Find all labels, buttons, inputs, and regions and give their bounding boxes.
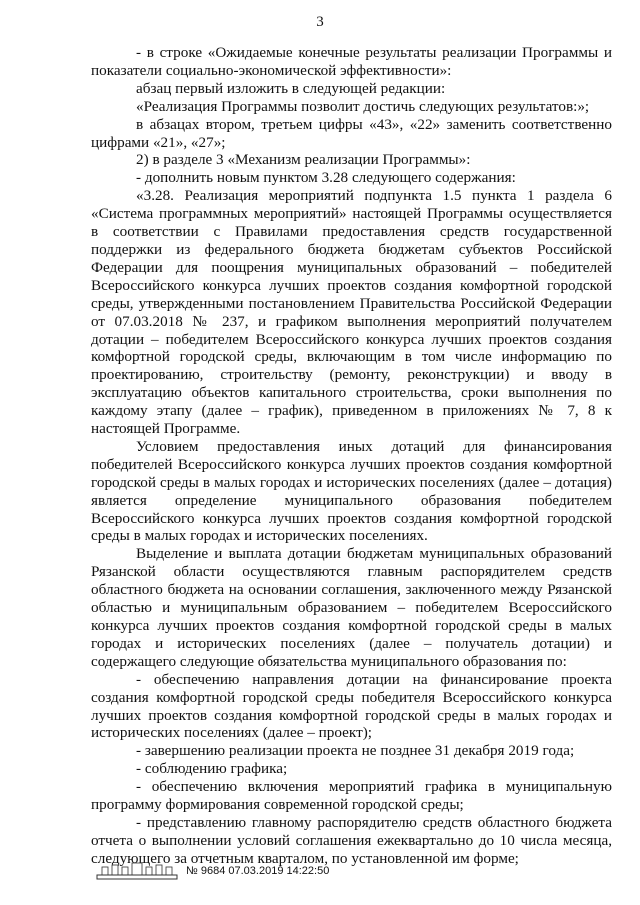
document-body (91, 44, 612, 868)
paragraph-11: - завершению реализации проекта не позднее 31 декабря 2019 года; (136, 742, 575, 760)
paragraph-1: - в строке «Ожидаемые конечные результаты реализации Программы и показатели социально-экономической эффективности»: (91, 44, 612, 79)
paragraph-8: Условием предоставления иных дотаций для финансирования победителей Всероссийского конкурса лучших проектов создания комфортной городской среды в малых городах и исторических поселениях (далее – дотация) является определение муниципального образования победителем Всероссийского конкурса лучших проектов создания комфортной городской среды в малых городах и исторических поселениях. (91, 437, 612, 545)
paragraph-14: - представлению главному распорядителю средств областного бюджета отчета о выполнении условий соглашения ежеквартально до 10 числа месяца, следующего за отчетным кварталом, по установленной им форме; (91, 813, 612, 867)
paragraph-3: «Реализация Программы позволит достичь следующих результатов:»; (136, 97, 590, 115)
paragraph-5: 2) в разделе 3 «Механизм реализации Программы»: (136, 151, 471, 169)
document-stamp-logo-icon (96, 861, 178, 881)
paragraph-13: - обеспечению включения мероприятий графика в муниципальную программу формирования современной городской среды; (91, 778, 612, 814)
paragraph-6: - дополнить новым пунктом 3.28 следующего содержания: (136, 169, 516, 187)
paragraph-2: абзац первый изложить в следующей редакции: (136, 79, 446, 97)
document-footer (96, 860, 329, 882)
paragraph-10: - обеспечению направления дотации на финансирование проекта создания комфортной городской среды победителя Всероссийского конкурса лучших проектов создания комфортной городской среды в малых городах и исторических поселениях (далее – проект); (91, 670, 612, 742)
paragraph-12: - соблюдению графика; (136, 760, 288, 778)
paragraph-4: в абзацах втором, третьем цифры «43», «22» заменить соответственно цифрами «21», «27»; (91, 115, 612, 151)
footer-registration-text: № 9684 07.03.2019 14:22:50 (186, 865, 330, 877)
paragraph-7: «3.28. Реализация мероприятий подпункта 1.5 пункта 1 раздела 6 «Система программных мероприятий» настоящей Программы осуществляется в соответствии с Правилами предоставления средств государственной поддержки из федерального бюджета бюджетам субъектов Российской Федерации для поощрения муниципальных образований – победителей Всероссийского конкурса лучших проектов создания комфортной городской среды, утвержденными постановлением Правительства Российской Федерации от 07.03.2018 № 237, и графиком выполнения мероприятий получателем дотации – победителем Всероссийского конкурса лучших проектов создания комфортной городской среды, включающим в том числе информацию по проектированию, строительству (ремонту, реконструкции) и вводу в эксплуатацию объектов капитального строительства, сроки выполнения по каждому этапу (далее – график), приведенном в приложениях № 7, 8 к настоящей Программе. (91, 187, 612, 438)
page-number: 3 (316, 14, 324, 30)
paragraph-9: Выделение и выплата дотации бюджетам муниципальных образований Рязанской области осуществляются главным распорядителем средств областного бюджета на основании соглашения, заключенного между Рязанской областью и муниципальным образованием – победителем Всероссийского конкурса лучших проектов создания комфортной городской среды в малых городах и исторических поселениях (далее – получатель дотации) и содержащего следующие обязательства муниципального образования по: (91, 545, 612, 670)
